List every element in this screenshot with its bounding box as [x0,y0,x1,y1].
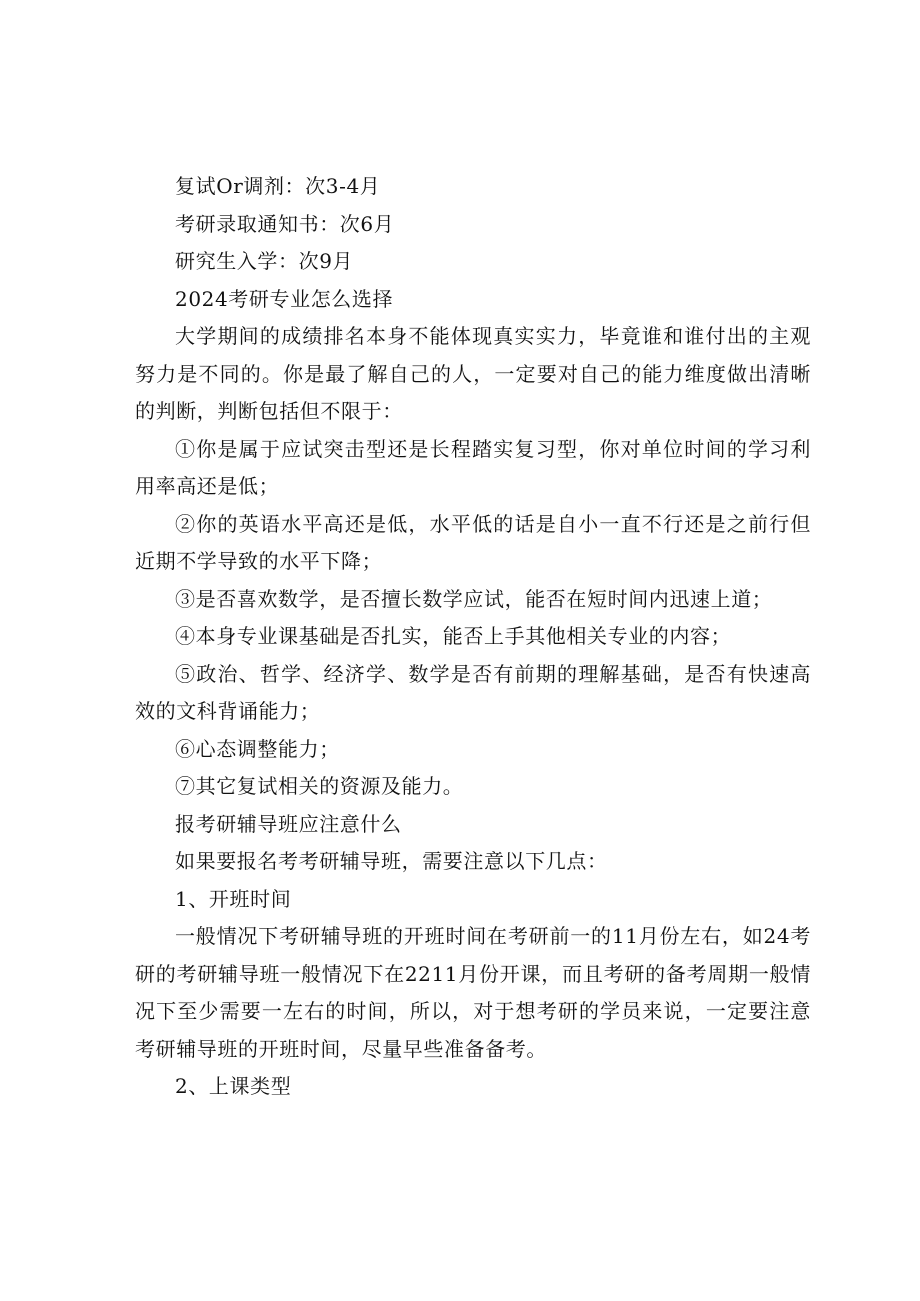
list-item-6: ⑥心态调整能力； [175,736,340,761]
subheading-class-start: 1、开班时间 [175,886,292,911]
paragraph-class-start: 一般情况下考研辅导班的开班时间在考研前一的11月份左右，如24考研的考研辅导班一般情况下在2211月份开课，而且考研的备考周期一般情况下至少需要一左右的时间，所以，对于想考研的学员来说，一定要注意考研辅导班的开班时间，尽量早些准备备考。 [135,924,811,1061]
list-item-3: ③是否喜欢数学，是否擅长数学应试，能否在短时间内迅速上道； [175,586,773,611]
paragraph-retest-schedule: 复试Or调剂：次3-4月 [175,174,381,198]
heading-tutoring-notes: 报考研辅导班应注意什么 [175,811,402,836]
document-body [135,168,811,1106]
list-item-4: ④本身专业课基础是否扎实，能否上手其他相关专业的内容； [175,624,732,648]
list-item-1: ①你是属于应试突击型还是长程踏实复习型，你对单位时间的学习利用率高还是低； [135,436,811,498]
subheading-class-type: 2、上课类型 [175,1074,292,1098]
list-item-2: ②你的英语水平高还是低，水平低的话是自小一直不行还是之前行但近期不学导致的水平下降； [135,511,811,573]
list-item-7: ⑦其它复试相关的资源及能力。 [175,774,464,798]
paragraph-admission-notice: 考研录取通知书：次6月 [175,211,395,236]
paragraph-self-assessment: 大学期间的成绩排名本身不能体现真实实力，毕竟谁和谁付出的主观努力是不同的。你是最了解自己的人，一定要对自己的能力维度做出清晰的判断，判断包括但不限于： [135,324,811,423]
heading-major-selection: 2024考研专业怎么选择 [175,286,394,311]
paragraph-tutoring-intro: 如果要报名考考研辅导班，需要注意以下几点： [175,849,608,873]
paragraph-enrollment: 研究生入学：次9月 [175,249,354,273]
list-item-5: ⑤政治、哲学、经济学、数学是否有前期的理解基础，是否有快速高效的文科背诵能力； [135,661,811,723]
